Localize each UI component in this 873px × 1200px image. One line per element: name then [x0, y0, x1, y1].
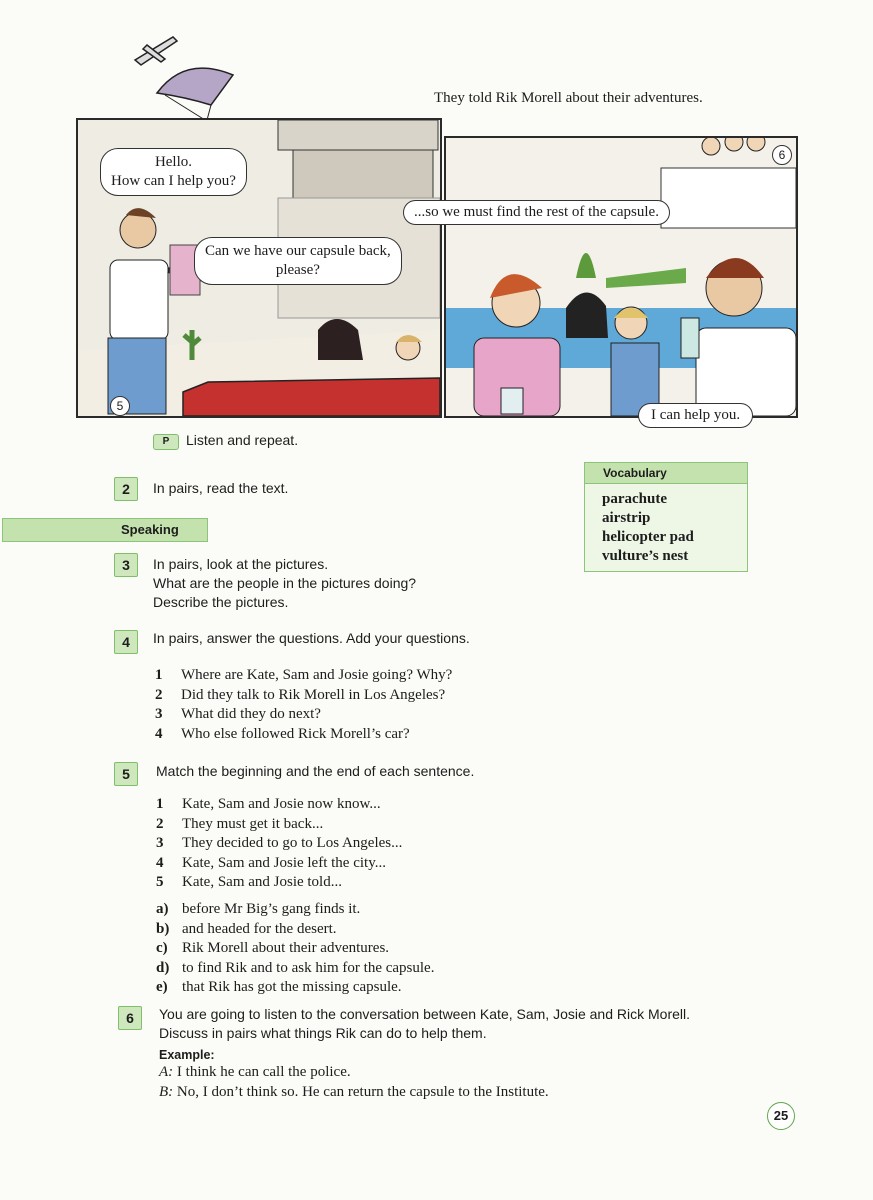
exercise-2-instruction: In pairs, read the text. [153, 480, 289, 496]
speech-bubble-find-capsule: ...so we must find the rest of the capsule. [403, 200, 670, 225]
list-item: 3 What did they do next? [155, 706, 321, 722]
speaking-section-header [2, 518, 208, 542]
speech-bubble-hello-line1: Hello. [154, 154, 193, 170]
dialogue-line-a: A: I think he can call the police. [159, 1064, 351, 1080]
vocabulary-list [602, 490, 747, 566]
exercise-3-line: What are the people in the pictures doing? [153, 575, 417, 591]
comic-panel-6 [444, 136, 798, 418]
list-item: d) to find Rik and to ask him for the capsule. [156, 959, 435, 976]
list-item: c) Rik Morell about their adventures. [156, 940, 390, 956]
exercise-3-line: Describe the pictures. [153, 594, 289, 610]
exercise-5-number: 5 [114, 762, 138, 786]
list-item: 2 They must get it back... [156, 815, 324, 832]
speech-bubble-hello-line2: How can I help you? [111, 173, 236, 189]
exercise-6-number: 6 [118, 1006, 142, 1030]
top-caption: They told Rik Morell about their adventures. [434, 90, 703, 106]
exercise-6-instruction [159, 1005, 690, 1043]
speaking-label: Speaking [121, 522, 179, 537]
list-item: 4 Kate, Sam and Josie left the city... [156, 854, 386, 871]
list-item: a) before Mr Big’s gang finds it. [156, 901, 361, 917]
exercise-5-instruction: Match the beginning and the end of each sentence. [156, 763, 475, 779]
speech-bubble-capsule-line1: Can we have our capsule back, [205, 243, 391, 259]
exercise-3-line: In pairs, look at the pictures. [153, 556, 329, 572]
vocabulary-item: airstrip [602, 510, 651, 526]
speech-bubble-capsule [194, 237, 402, 285]
vocabulary-item: parachute [602, 491, 667, 507]
example-label: Example: [159, 1048, 215, 1062]
vocabulary-item: helicopter pad [602, 529, 694, 545]
vocabulary-header: Vocabulary [585, 463, 747, 484]
panel-5-number: 5 [110, 396, 130, 416]
exercise-5-endings [156, 900, 434, 998]
list-item: e) that Rik has got the missing capsule. [156, 979, 402, 995]
vocabulary-box [584, 462, 748, 572]
list-item: 1 Kate, Sam and Josie now know... [156, 796, 381, 812]
list-item: 1 Where are Kate, Sam and Josie going? Why? [155, 667, 453, 683]
exercise-4-questions [155, 666, 452, 744]
exercise-4-number: 4 [114, 630, 138, 654]
speech-bubble-help: I can help you. [638, 403, 753, 428]
listen-repeat-text: Listen and repeat. [186, 432, 299, 448]
list-item: b) and headed for the desert. [156, 920, 337, 937]
list-item: 5 Kate, Sam and Josie told... [156, 874, 342, 890]
list-item: 2 Did they talk to Rik Morell in Los Angeles? [155, 686, 446, 703]
list-item: 3 They decided to go to Los Angeles... [156, 835, 403, 851]
vocabulary-item: vulture’s nest [602, 548, 689, 564]
exercise-2-number: 2 [114, 477, 138, 501]
dialogue-line-b: B: No, I don’t think so. He can return the capsule to the Institute. [159, 1083, 549, 1100]
plane-icon [135, 37, 177, 65]
exercise-3-number: 3 [114, 553, 138, 577]
exercise-5-beginnings [156, 795, 402, 893]
exercise-4-instruction: In pairs, answer the questions. Add your questions. [153, 630, 470, 646]
list-item: 4 Who else followed Rick Morell’s car? [155, 725, 410, 742]
speech-bubble-hello [100, 148, 247, 196]
exercise-3-instruction [153, 555, 416, 612]
exercise-6-line: Discuss in pairs what things Rik can do to help them. [159, 1025, 487, 1041]
example-dialogue [159, 1063, 549, 1102]
panel-6-number: 6 [772, 145, 792, 165]
speech-bubble-capsule-line2: please? [275, 262, 320, 278]
exercise-6-line: You are going to listen to the conversation between Kate, Sam, Josie and Rick Morell. [159, 1006, 691, 1022]
panel-6-scene [446, 138, 796, 416]
listen-p-badge: P [153, 434, 179, 450]
page-number: 25 [767, 1102, 795, 1130]
